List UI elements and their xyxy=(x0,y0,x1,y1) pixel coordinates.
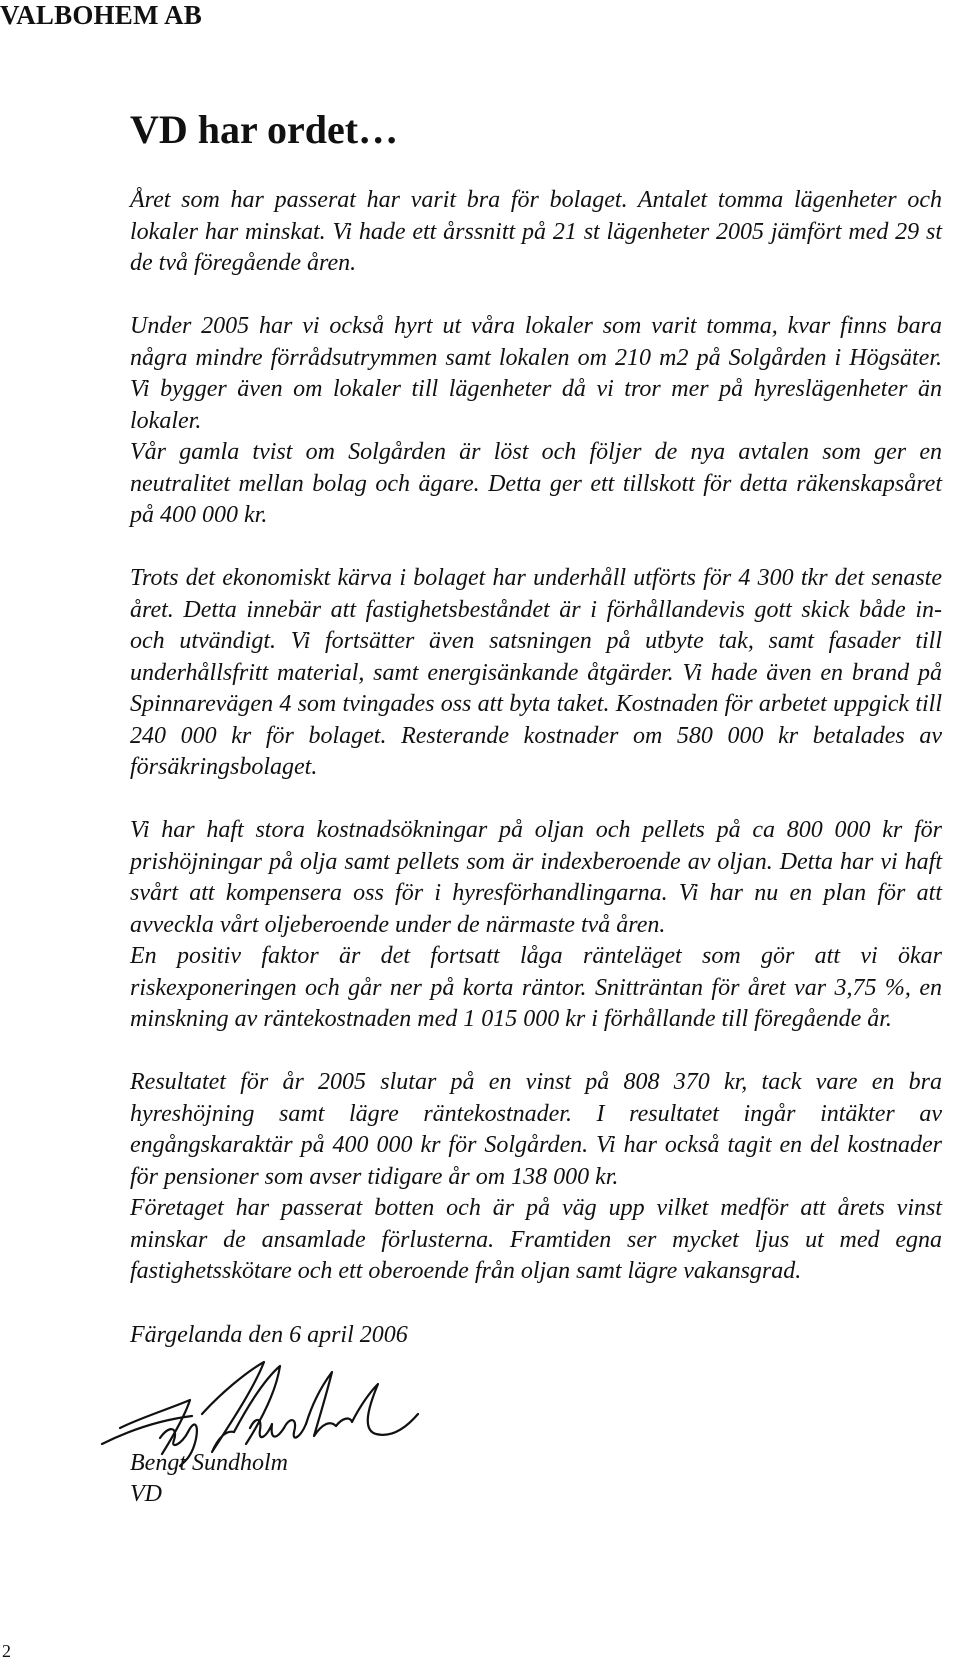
paragraph-4: Trots det ekonomiskt kärva i bolaget har underhåll utförts för 4 300 tkr det senaste året. Detta innebär att fastighetsbeståndet är i förhållandevis gott skick både in- och utvändigt. Vi fortsätter även satsningen på utbyte tak, samt fasader till underhållsfritt material, samt energisänkande åtgärder. Vi hade även en brand på Spinnarevägen 4 som tvingades oss att byta taket. Kostnaden för arbetet uppgick till 240 000 kr för bolaget. Resterande kostnader om 580 000 kr betalades av försäkringsbolaget. xyxy=(130,565,942,780)
paragraph-2: Under 2005 har vi också hyrt ut våra lokaler som varit tomma, kvar finns bara några mindre förrådsutrymmen samt lokalen om 210 m2 på Solgården i Högsäter. Vi bygger även om lokaler till lägenheter då vi tror mer på hyreslägenheter än lokaler. xyxy=(130,313,942,434)
signer-name: Bengt Sundholm xyxy=(130,1450,288,1476)
paragraph-7: Resultatet för år 2005 slutar på en vinst på 808 370 kr, tack vare en bra hyreshöjning samt lägre räntekostnader. I resultatet ingår intäkter av engångskaraktär på 400 000 kr för Solgården. Vi har också tagit en del kostnader för pensioner som avser tidigare år om 138 000 kr. xyxy=(130,1069,942,1190)
company-name: VALBOHEM AB xyxy=(0,0,202,30)
paragraph-1: Året som har passerat har varit bra för bolaget. Antalet tomma lägenheter och lokaler har minskat. Vi hade ett årssnitt på 21 st lägenheter 2005 jämfört med 29 st de två föregående åren. xyxy=(130,187,942,276)
signer-block xyxy=(130,1448,288,1510)
page-title: VD har ordet… xyxy=(130,107,399,152)
paragraph-8: Företaget har passerat botten och är på väg upp vilket medför att årets vinst minskar de ansamlade förlusterna. Framtiden ser mycket ljus ut med egna fastighetsskötare och ett oberoende från oljan samt lägre vakansgrad. xyxy=(130,1195,942,1284)
letter-body xyxy=(130,185,942,1288)
page-number: 2 xyxy=(2,1641,11,1661)
paragraph-5: Vi har haft stora kostnadsökningar på oljan och pellets på ca 800 000 kr för prishöjningar på olja samt pellets som är indexberoende av oljan. Detta har vi haft svårt att kompensera oss för i hyresförhandlingarna. Vi har nu en plan för att avveckla vårt oljeberoende under de närmaste två åren. xyxy=(130,817,942,938)
paragraph-6: En positiv faktor är det fortsatt låga ränteläget som gör att vi ökar riskexponeringen och går ner på korta räntor. Snitträntan för året var 3,75 %, en minskning av räntekostnaden med 1 015 000 kr i förhållande till föregående år. xyxy=(130,943,942,1032)
signer-title: VD xyxy=(130,1481,162,1507)
paragraph-3: Vår gamla tvist om Solgården är löst och följer de nya avtalen som ger en neutralitet mellan bolag och ägare. Detta ger ett tillskott för detta räkenskapsåret på 400 000 kr. xyxy=(130,439,942,528)
place-and-date: Färgelanda den 6 april 2006 xyxy=(130,1322,408,1348)
